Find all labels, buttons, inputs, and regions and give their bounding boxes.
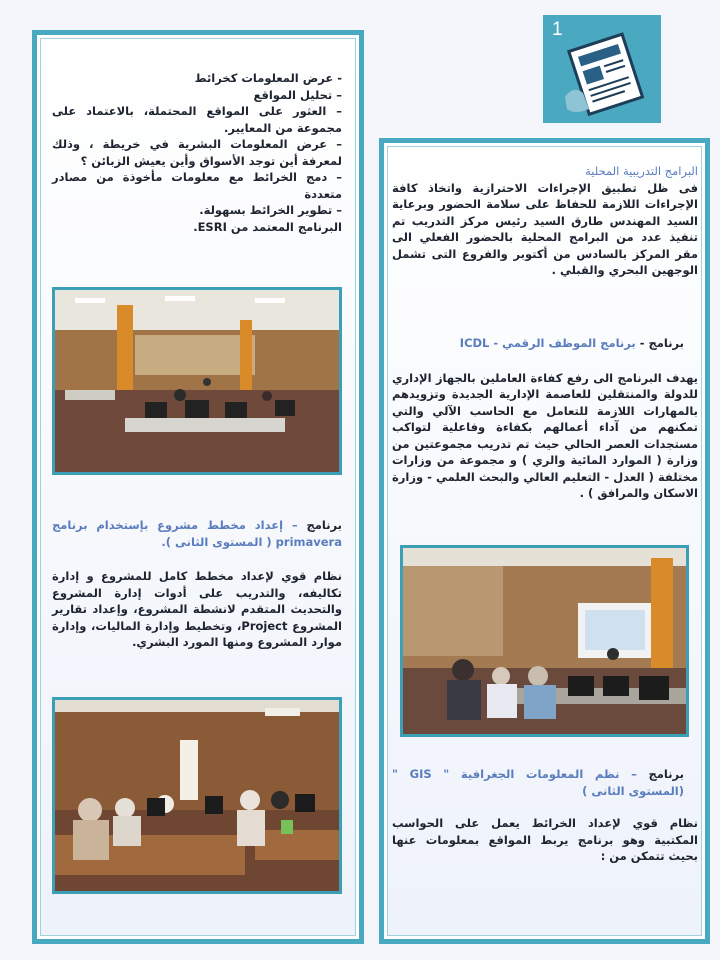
local-programs-body: فى ظل تطبيق الإجراءات الاحترازية واتخاذ كافة الإجراءات اللازمة للحفاظ على سلامة الحضور وبرعاية السيد المهندس طارق السيد رئيس مركز التدريب تم تنفيذ عدد من البرامج المحلية بالحضور الفعلي الى مقر المركز بالسادس من أكتوبر والفروع التى تشمل الوجهين البحري والقبلي . — [392, 180, 698, 277]
list-item: – عرض المعلومات البشرية في خريطة ، وذلك لمعرفة أين توجد الأسواق وأين يعيش الزبائن ؟ — [52, 137, 342, 168]
list-item: – دمج الخرائط مع معلومات مأخوذة من مصادر متعددة — [52, 170, 342, 201]
local-programs-heading: البرامج التدريبية المحلية — [585, 164, 698, 178]
icdl-title: برنامج الموظف الرقمي - ICDL — [459, 336, 636, 350]
list-item: – تحليل المواقع — [253, 87, 342, 102]
list-item: البرنامج المعتمد من ESRI. — [193, 219, 342, 234]
gis-features-list — [52, 70, 342, 235]
primavera-section — [52, 517, 342, 651]
primavera-title: – إعداد مخطط مشروع بإستخدام برنامج primavera ( المستوى الثانى ). — [52, 518, 342, 549]
page-number: 1 — [552, 19, 563, 40]
gis-title: – نظم المعلومات الجغرافية " GIS " (المستوى الثانى ) — [392, 767, 684, 798]
newspaper-icon — [563, 27, 649, 117]
classroom-illustration — [55, 700, 339, 891]
program-prefix: برنامج — [648, 767, 684, 781]
program-prefix: برنامج — [306, 518, 342, 532]
gis-body: نظام قوي لإعداد الخرائط يعمل على الحواسب المكتبية وهو برنامج يربط المواقع بمعلومات عنها بحيث تتمكن من : — [392, 816, 698, 863]
program-prefix: برنامج - — [635, 336, 684, 350]
local-programs-section — [392, 163, 698, 279]
icdl-body: يهدف البرنامج الى رفع كفاءة العاملين بالجهاز الإداري للدولة والمنتقلين للعاصمة الإدارية الجديدة وتزويدهم بالمهارات اللازمة للتعامل مع الحاسب الآلي والتي تمكنهم من آداء أعمالهم بكفاءة وفاعلية لتواكب مستجدات العصر الحالي حيث تم تدريب مجموعتين من وزارة ( الموارد المائية والري ) و مجموعة من وزارات مختلفة ( العدل - التعليم العالي والبحث العلمي - وزارة الاسكان والمرافق ) . — [392, 370, 698, 500]
computer-lab-illustration — [55, 290, 339, 472]
gis-section — [392, 766, 698, 865]
icdl-heading — [392, 335, 698, 352]
primavera-heading — [52, 517, 342, 550]
icdl-section — [392, 335, 698, 502]
presentation-illustration — [403, 548, 686, 734]
page-badge — [543, 15, 661, 123]
trainees-classroom-photo — [52, 697, 342, 894]
primavera-body: نظام قوي لإعداد مخطط كامل للمشروع و إدارة تكاليفه، والتدريب على أدوات إدارة المشروع والتحديث المتقدم لانشطة المشروع، وإعداد تقارير المشروع Project، وتخطيط وإدارة الماليات، وإدارة موارد المشروع ومنها المورد البشري. — [52, 569, 342, 649]
list-item: – تطوير الخرائط بسهولة. — [199, 203, 342, 217]
computer-lab-photo — [52, 287, 342, 475]
gis-heading — [392, 766, 698, 799]
training-presentation-photo — [400, 545, 689, 737]
list-item: - عرض المعلومات كخرائط — [194, 71, 342, 85]
list-item: – العثور على المواقع المحتملة، بالاعتماد على مجموعة من المعايير. — [52, 104, 342, 135]
